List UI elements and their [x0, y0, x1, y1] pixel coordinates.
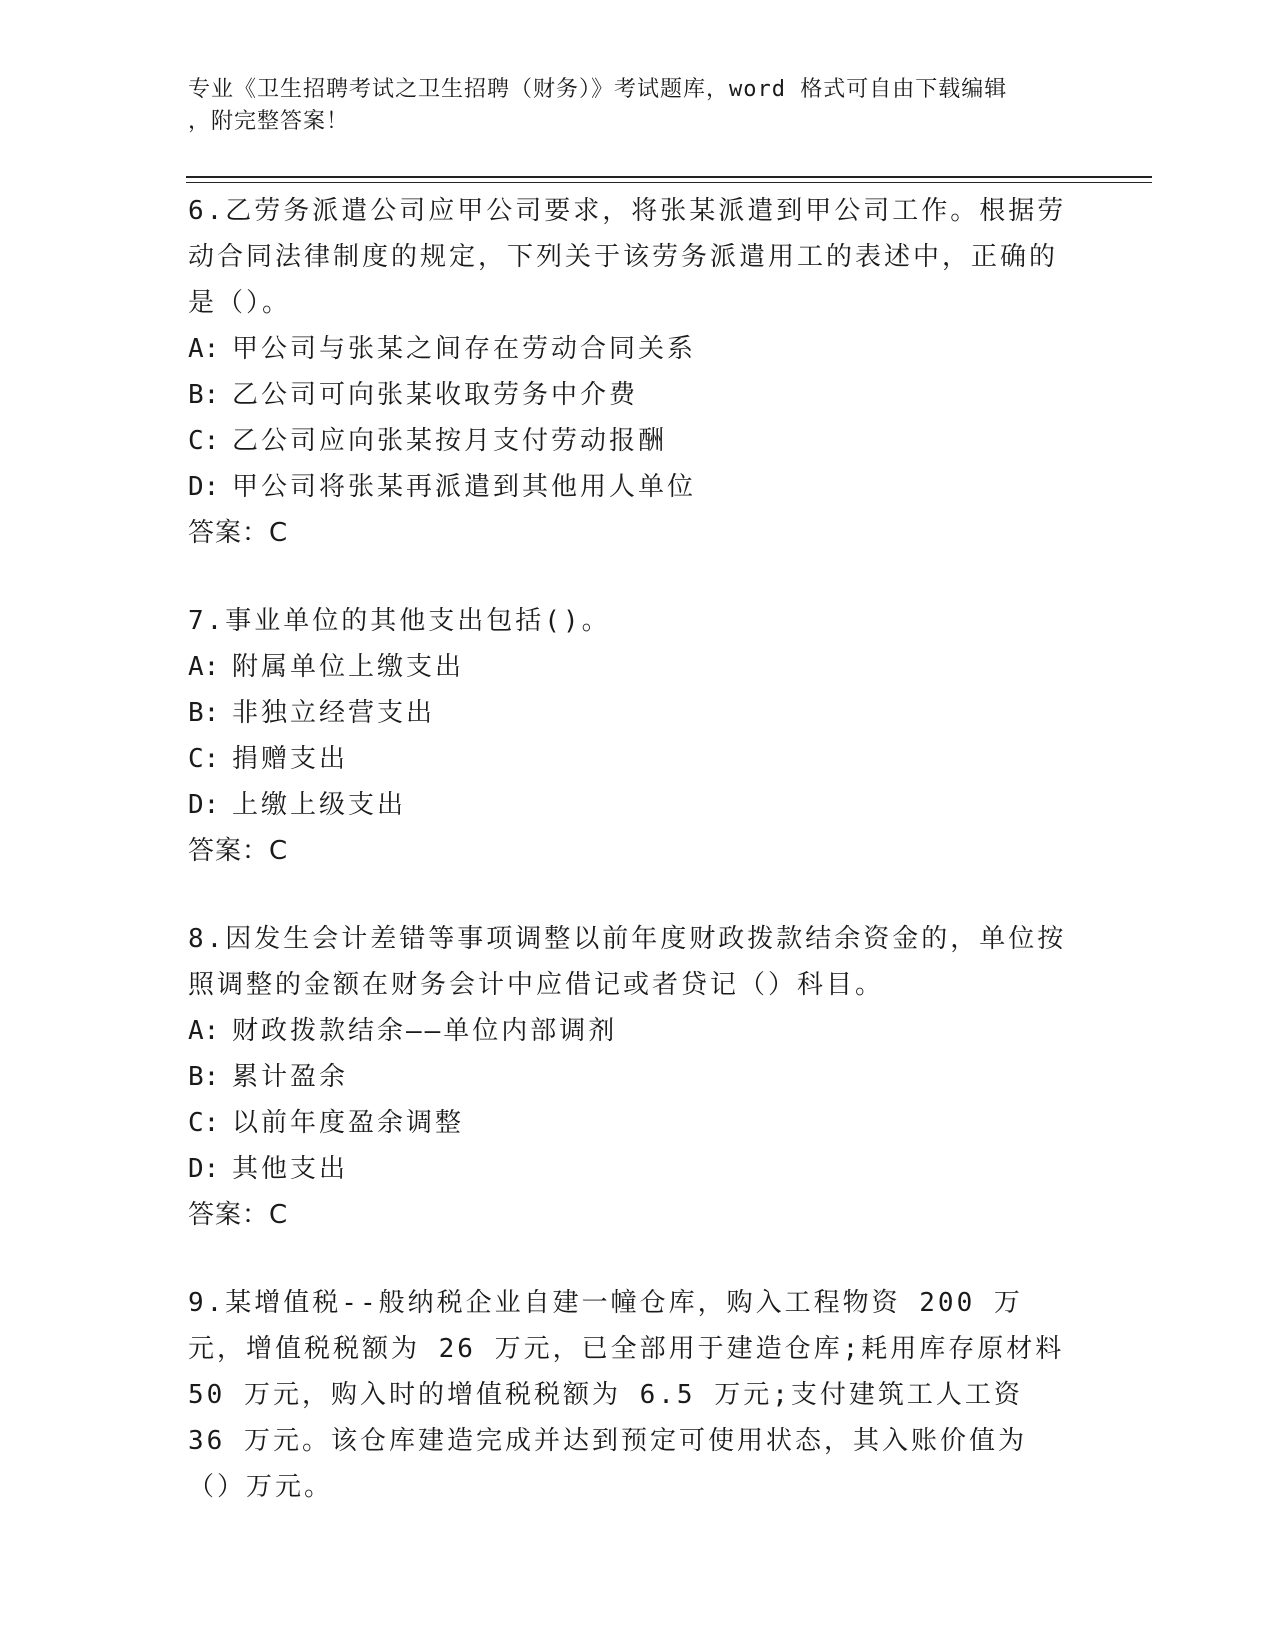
option-a [188, 644, 1068, 690]
question-list [188, 188, 1068, 1552]
option-d [188, 1146, 1068, 1192]
option-text: 甲公司将张某再派遣到其他用人单位 [232, 472, 697, 502]
question-7 [188, 598, 1068, 874]
option-d [188, 464, 1068, 510]
option-letter: D: [188, 790, 220, 820]
option-letter: B: [188, 380, 220, 410]
option-letter: B: [188, 1062, 220, 1092]
question-8 [188, 916, 1068, 1238]
answer-line: 答案：C [188, 518, 289, 548]
option-letter: C: [188, 1108, 220, 1138]
option-letter: C: [188, 426, 220, 456]
option-letter: A: [188, 334, 220, 364]
option-text: 累计盈余 [232, 1062, 349, 1092]
option-letter: A: [188, 652, 220, 682]
option-text: 捐赠支出 [232, 744, 349, 774]
option-text: 附属单位上缴支出 [232, 652, 465, 682]
option-b [188, 372, 1068, 418]
option-text: 甲公司与张某之间存在劳动合同关系 [232, 334, 697, 364]
question-6 [188, 188, 1068, 556]
header-line-2: ，附完整答案！ [188, 109, 350, 134]
option-letter: D: [188, 1154, 220, 1184]
option-b [188, 690, 1068, 736]
question-stem: 6.乙劳务派遣公司应甲公司要求，将张某派遣到甲公司工作。根据劳动合同法律制度的规定，下列关于该劳务派遣用工的表述中，正确的是（）。 [188, 196, 1067, 318]
option-text: 财政拨款结余——单位内部调剂 [232, 1016, 618, 1046]
option-a [188, 1008, 1068, 1054]
question-stem: 9.某增值税--般纳税企业自建一幢仓库，购入工程物资 200 万元，增值税税额为 26 万元，已全部用于建造仓库;耗用库存原材料 50 万元，购入时的增值税税额为 6.5 万元;支付建筑工人工资 36 万元。该仓库建造完成并达到预定可使用状态，其入账价值为（）万元。 [188, 1288, 1065, 1502]
option-letter: A: [188, 1016, 220, 1046]
option-text: 以前年度盈余调整 [232, 1108, 465, 1138]
question-stem: 7.事业单位的其他支出包括()。 [188, 606, 611, 636]
document-header [188, 74, 1088, 138]
answer-line: 答案：C [188, 1200, 289, 1230]
option-c [188, 1100, 1068, 1146]
option-letter: D: [188, 472, 220, 502]
header-line-1: 专业《卫生招聘考试之卫生招聘（财务）》考试题库，word 格式可自由下载编辑 [188, 77, 1008, 102]
answer-line: 答案：C [188, 836, 289, 866]
option-text: 其他支出 [232, 1154, 349, 1184]
option-text: 乙公司可向张某收取劳务中介费 [232, 380, 639, 410]
option-a [188, 326, 1068, 372]
option-text: 上缴上级支出 [232, 790, 407, 820]
option-b [188, 1054, 1068, 1100]
option-letter: B: [188, 698, 220, 728]
option-text: 乙公司应向张某按月支付劳动报酬 [232, 426, 668, 456]
option-text: 非独立经营支出 [232, 698, 436, 728]
option-d [188, 782, 1068, 828]
option-c [188, 736, 1068, 782]
question-stem: 8.因发生会计差错等事项调整以前年度财政拨款结余资金的，单位按照调整的金额在财务会计中应借记或者贷记（）科目。 [188, 924, 1067, 1000]
header-rule-thin [186, 182, 1152, 183]
option-letter: C: [188, 744, 220, 774]
header-rule-thick [186, 176, 1152, 178]
option-c [188, 418, 1068, 464]
question-9 [188, 1280, 1068, 1510]
